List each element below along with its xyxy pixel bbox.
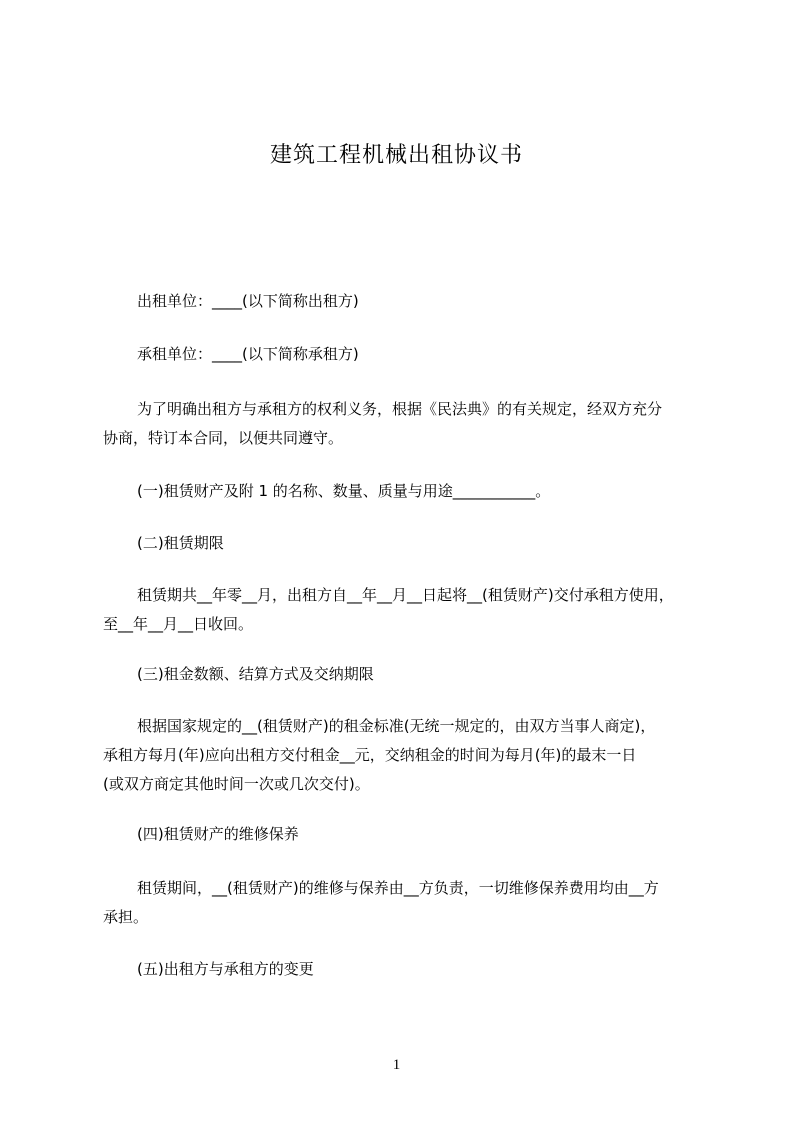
lessee-line: 承租单位：____(以下简称承租方)	[137, 345, 359, 363]
section2-body	[103, 581, 703, 639]
section5-heading: (五)出租方与承租方的变更	[137, 960, 314, 978]
section3-body	[103, 712, 703, 799]
section2-line-2: 至__年__月__日收回。	[103, 615, 254, 633]
section4-line-2: 承担。	[103, 908, 149, 926]
section3-line-2: 承租方每月(年)应向出租方交付租金__元，交纳租金的时间为每月(年)的最末一日	[103, 746, 637, 764]
section4-body	[103, 874, 703, 932]
intro-line-2: 协商，特订本合同，以便共同遵守。	[103, 429, 344, 447]
lessor-line: 出租单位：____(以下简称出租方)	[137, 292, 359, 310]
section4-heading: (四)租赁财产的维修保养	[137, 825, 299, 843]
section3-heading: (三)租金数额、结算方式及交纳期限	[137, 665, 374, 683]
page-number: 1	[392, 1057, 401, 1073]
section3-line-1: 根据国家规定的__(租赁财产)的租金标准(无统一规定的，由双方当事人商定)，	[137, 717, 656, 735]
section3-line-3: (或双方商定其他时间一次或几次交付)。	[103, 775, 370, 793]
section4-line-1: 租赁期间，__(租赁财产)的维修与保养由__方负责，一切维修保养费用均由__方	[137, 879, 659, 897]
section2-heading: (二)租赁期限	[137, 534, 224, 552]
intro-line-1: 为了明确出租方与承租方的权利义务，根据《民法典》的有关规定，经双方充分	[137, 400, 663, 418]
intro-paragraph	[103, 395, 703, 453]
section2-line-1: 租赁期共__年零__月，出租方自__年__月__日起将__(租赁财产)交付承租方使用，	[137, 586, 674, 604]
section1-heading: (一)租赁财产及附 1 的名称、数量、质量与用途___________。	[137, 482, 551, 500]
document-title: 建筑工程机械出租协议书	[269, 143, 523, 168]
